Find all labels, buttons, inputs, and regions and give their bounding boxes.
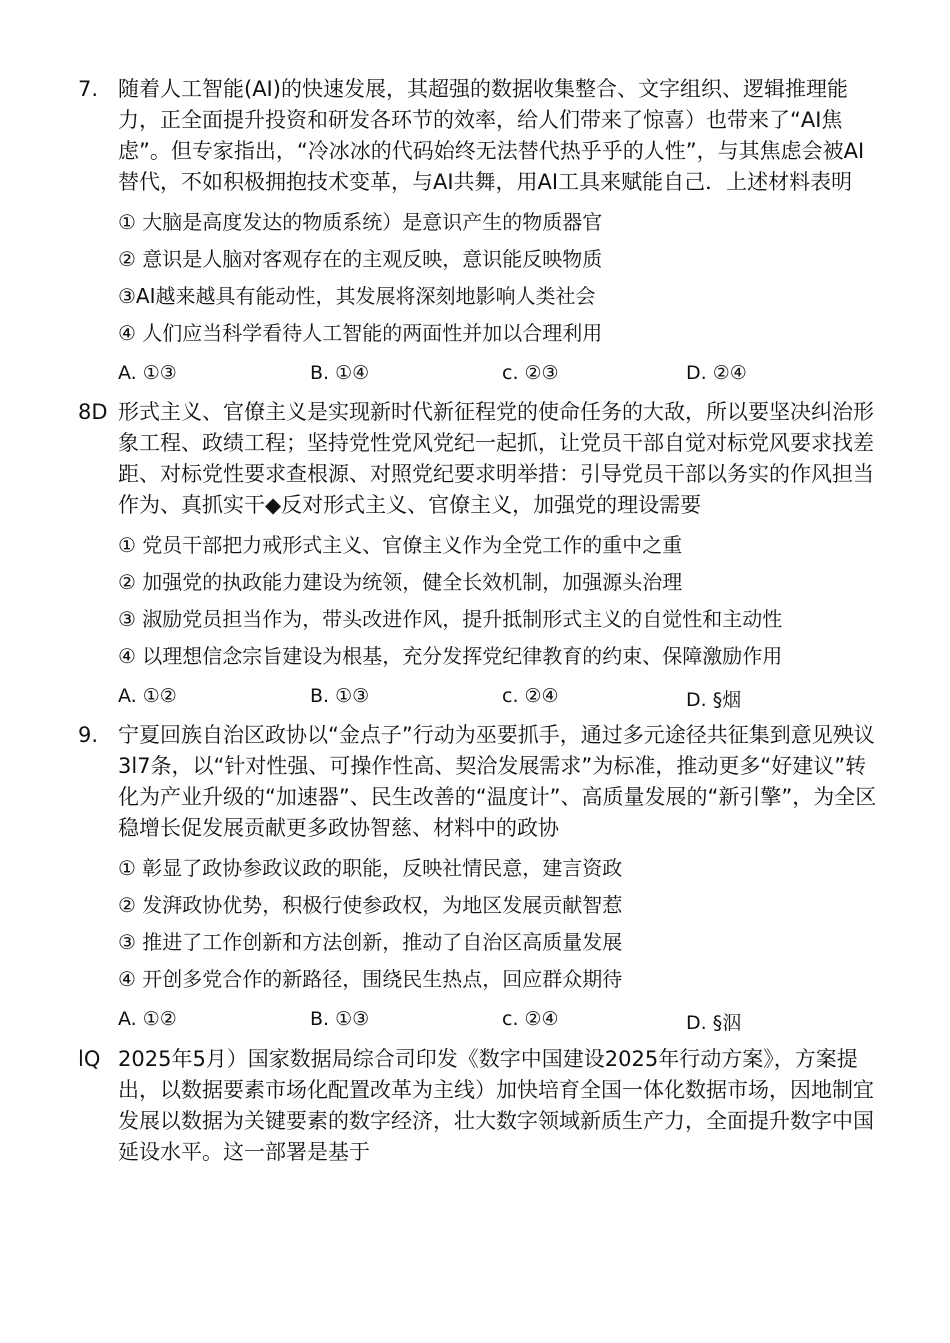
question-number: 9. <box>78 723 99 747</box>
question-stem <box>78 397 878 521</box>
statement-list <box>78 850 878 998</box>
choice-d[interactable]: D. §泅 <box>686 1012 742 1034</box>
choice-b[interactable]: B. ①③ <box>310 1008 370 1030</box>
statement-3: ③ 淑励党员担当作为，带头改进作风，提升抵制形式主义的自觉性和主动性 <box>118 607 783 631</box>
choice-a[interactable]: A. ①③ <box>118 362 177 384</box>
choice-c[interactable]: c. ②④ <box>502 685 559 707</box>
stem-text: 宁夏回族自治区政协以“金点子”行动为巫要抓手，通过多元途径共征集到意见殃议3l7条，以“针对性强、可操作性高、契洽发展需求”为标准，推动更多“好建议”转化为产业升级的“加速器”、民生改善的“温度计”、高质量发展的“新引擎”，为全区稳增长促发展贡献更多政协智慈、材料中的政协 <box>118 723 877 840</box>
statement-2: ② 意识是人脑对客观存在的主观反映，意识能反映物质 <box>118 247 603 271</box>
choice-c[interactable]: c. ②③ <box>502 362 559 384</box>
statement-list <box>78 204 878 352</box>
question-8 <box>78 397 878 717</box>
choice-b[interactable]: B. ①③ <box>310 685 370 707</box>
question-9 <box>78 720 878 1040</box>
question-stem <box>78 1044 878 1168</box>
statement-2: ② 发湃政协优势，积极行使参政权，为地区发展贡献智惹 <box>118 893 623 917</box>
question-number: 8D <box>78 400 108 424</box>
statement-3: ③ 推进了工作创新和方法创新，推动了自治区高质量发展 <box>118 930 623 954</box>
question-7 <box>78 74 878 394</box>
choice-b[interactable]: B. ①④ <box>310 362 370 384</box>
choice-a[interactable]: A. ①② <box>118 685 177 707</box>
statement-list <box>78 527 878 675</box>
question-number: 7. <box>78 77 99 101</box>
choice-d[interactable]: D. ②④ <box>686 362 747 384</box>
stem-text: 随着人工智能(AI)的快速发展，其超强的数据收集整合、文字组织、逻辑推理能力，正全面提升投资和研发各环节的效率，给人们带来了惊喜）也带来了“AI焦虑”。但专家指出，“冷冰冰的代码始终无法替代热乎乎的人性”，与其焦虑会被AI替代，不如积极拥抱技术变革，与AI共舞，用AI工具来赋能自己．上述材料表明 <box>118 77 865 194</box>
choice-a[interactable]: A. ①② <box>118 1008 177 1030</box>
statement-3: ③AI越来越具有能动性，其发展将深刻地影响人类社会 <box>118 284 596 308</box>
statement-1: ① 彰显了政协参政议政的职能，反映社情民意，建言资政 <box>118 856 623 880</box>
statement-1: ① 大脑是高度发达的物质系统）是意识产生的物质器官 <box>118 210 603 234</box>
question-10 <box>78 1044 878 1168</box>
statement-4: ④ 人们应当科学看待人工智能的两面性并加以合理利用 <box>118 321 603 345</box>
answer-choices <box>78 354 878 394</box>
stem-text: 形式主义、官僚主义是实现新时代新征程党的使命任务的大敌，所以要坚决纠治形象工程、政绩工程；坚持党性党风党纪一起抓，让党员干部自觉对标党风要求找差距、对标党性要求查根源、对照党纪要求明举措：引导党员干部以务实的作风担当作为、真抓实干◆反对形式主义、官僚主义，加强党的理设需要 <box>118 400 874 517</box>
choice-c[interactable]: c. ②④ <box>502 1008 559 1030</box>
statement-1: ① 党员干部把力戒形式主义、官僚主义作为全党工作的重中之重 <box>118 533 683 557</box>
statement-4: ④ 开创多党合作的新路径，围绕民生热点，回应群众期待 <box>118 967 623 991</box>
statement-4: ④ 以理想信念宗旨建设为根基，充分发挥党纪律教育的约束、保障激励作用 <box>118 644 783 668</box>
answer-choices <box>78 1000 878 1040</box>
stem-text: 2025年5月）国家数据局综合司印发《数字中国建设2025年行动方案》，方案提出，以数据要素市场化配置改革为主线）加快培育全国一体化数据市场，因地制宜发展以数据为关键要素的数字经济，壮大数字领域新质生产力，全面提升数字中国延设水平。这一部署是基于 <box>118 1047 874 1164</box>
answer-choices <box>78 677 878 717</box>
question-stem <box>78 74 878 198</box>
statement-2: ② 加强党的执政能力建设为统领，健全长效机制，加强源头治理 <box>118 570 683 594</box>
question-stem <box>78 720 878 844</box>
choice-d[interactable]: D. §烟 <box>686 689 742 711</box>
question-number: lQ <box>78 1047 101 1071</box>
